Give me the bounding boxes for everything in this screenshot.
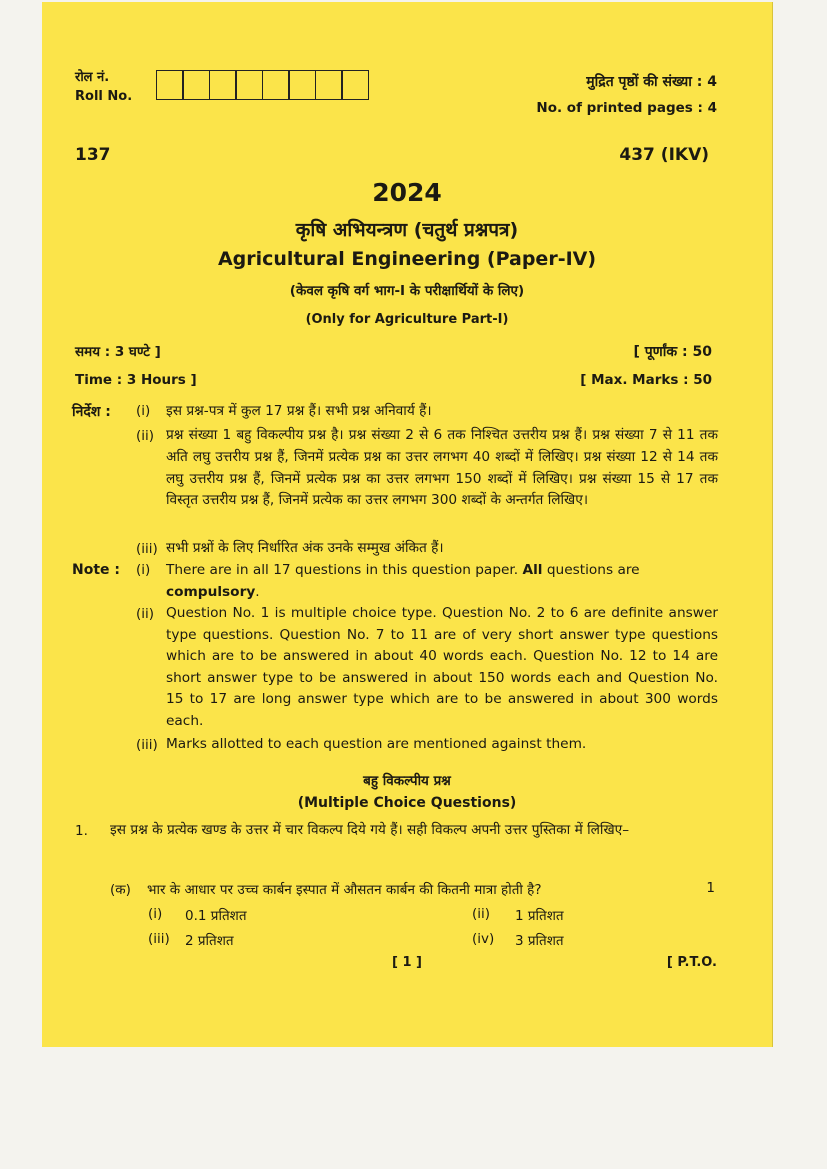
sub-question-text: भार के आधार पर उच्च कार्बन इस्पात में औसतन कार्बन की कितनी मात्रा होती है?	[147, 882, 542, 898]
option-number: (iii)	[148, 931, 170, 947]
sub-question-label: (क)	[110, 882, 131, 898]
audience-note-hindi: (केवल कृषि वर्ग भाग-I के परीक्षार्थियों के लिए)	[289, 283, 525, 299]
time-english: Time : 3 Hours ]	[75, 372, 197, 388]
roll-digit-box[interactable]	[156, 70, 184, 100]
mcq-heading-hindi: बहु विकल्पीय प्रश्न	[363, 773, 451, 789]
sub-question-marks: 1	[706, 880, 715, 896]
roll-digit-box[interactable]	[235, 70, 263, 100]
option-number: (i)	[148, 906, 163, 922]
please-turn-over: [ P.T.O.	[666, 955, 717, 970]
roll-digit-box[interactable]	[288, 70, 316, 100]
instruction-text: इस प्रश्न-पत्र में कुल 17 प्रश्न हैं। सभी प्रश्न अनिवार्य हैं।	[166, 403, 432, 419]
subject-title-hindi: कृषि अभियन्त्रण (चतुर्थ प्रश्नपत्र)	[295, 219, 519, 241]
audience-note-english: (Only for Agriculture Part-I)	[305, 312, 509, 327]
option-number: (iv)	[472, 931, 495, 947]
instructions-label-hindi: निर्देश :	[72, 404, 111, 420]
paper-code-left: 137	[75, 145, 111, 165]
roll-digit-box[interactable]	[182, 70, 210, 100]
marks-hindi: [ पूर्णांक : 50	[633, 344, 712, 360]
note-number: (iii)	[136, 737, 158, 753]
instruction-number: (i)	[136, 403, 151, 419]
instruction-number: (ii)	[136, 428, 155, 444]
roll-number-label	[75, 68, 132, 106]
note-number: (ii)	[136, 606, 155, 622]
instruction-text: प्रश्न संख्या 1 बहु विकल्पीय प्रश्न है। प्रश्न संख्या 2 से 6 तक निश्चित उत्तरीय प्रश्न हैं। प्रश्न संख्या 7 से 11 तक अति लघु उत्तरीय प्रश्न हैं, जिनमें प्रत्येक प्रश्न का उत्तर लगभग 40 शब्दों में लिखिए। प्रश्न संख्या 12 से 14 तक लघु उत्तरीय प्रश्न हैं, जिनमें प्रत्येक प्रश्न का उत्तर लगभग 150 शब्दों में लिखिए। प्रश्न संख्या 15 से 17 तक विस्तृत उत्तरीय प्रश्न हैं, जिनमें प्रत्येक का उत्तर लगभग 300 शब्दों के अन्तर्गत लिखिए।	[166, 427, 718, 509]
question-number: 1.	[75, 823, 88, 839]
roll-label-english: Roll No.	[75, 89, 133, 104]
printed-pages-english: No. of printed pages : 4	[536, 100, 717, 116]
bold-compulsory: compulsory	[166, 583, 256, 600]
page-number: [ 1 ]	[392, 955, 422, 970]
option-text: 1 प्रतिशत	[515, 908, 564, 924]
roll-label-hindi: रोल नं.	[75, 70, 110, 85]
exam-year: 2024	[372, 178, 442, 207]
bold-all: All	[522, 562, 543, 578]
note-text: Question No. 1 is multiple choice type. Question No. 2 to 6 are definite answer type questions. Question No. 7 to 11 are of very short answer type questions which are to be answered in about 40 words each. Question No. 12 to 14 are short answer type to be answered in about 150 words each and Question No. 15 to 17 are long answer type which are to be answered in about 300 words each.	[166, 605, 718, 729]
option-text: 2 प्रतिशत	[185, 933, 234, 949]
marks-english: [ Max. Marks : 50	[580, 372, 712, 388]
roll-digit-box[interactable]	[209, 70, 237, 100]
roll-digit-box[interactable]	[341, 70, 369, 100]
question-text: इस प्रश्न के प्रत्येक खण्ड के उत्तर में चार विकल्प दिये गये हैं। सही विकल्प अपनी उत्तर पुस्तिका में लिखिए–	[110, 822, 630, 838]
note-text: Marks allotted to each question are mentioned against them.	[166, 736, 587, 752]
paper-code-right: 437 (IKV)	[619, 145, 709, 165]
note-text: There are in all 17 questions in this question paper. All questions are compulsory.	[166, 562, 640, 600]
subject-title-english: Agricultural Engineering (Paper-IV)	[217, 248, 597, 270]
time-hindi: समय : 3 घण्टे ]	[75, 344, 161, 360]
option-text: 0.1 प्रतिशत	[185, 908, 247, 924]
option-text: 3 प्रतिशत	[515, 933, 564, 949]
roll-digit-box[interactable]	[262, 70, 290, 100]
note-label-english: Note :	[72, 562, 120, 578]
roll-digit-box[interactable]	[315, 70, 343, 100]
instruction-number: (iii)	[136, 541, 158, 557]
printed-pages-hindi: मुद्रित पृष्ठों की संख्या : 4	[586, 74, 717, 90]
note-number: (i)	[136, 562, 151, 578]
option-number: (ii)	[472, 906, 491, 922]
instruction-text: सभी प्रश्नों के लिए निर्धारित अंक उनके सम्मुख अंकित हैं।	[166, 540, 444, 556]
mcq-heading-english: (Multiple Choice Questions)	[297, 795, 517, 811]
roll-number-boxes	[157, 70, 369, 100]
